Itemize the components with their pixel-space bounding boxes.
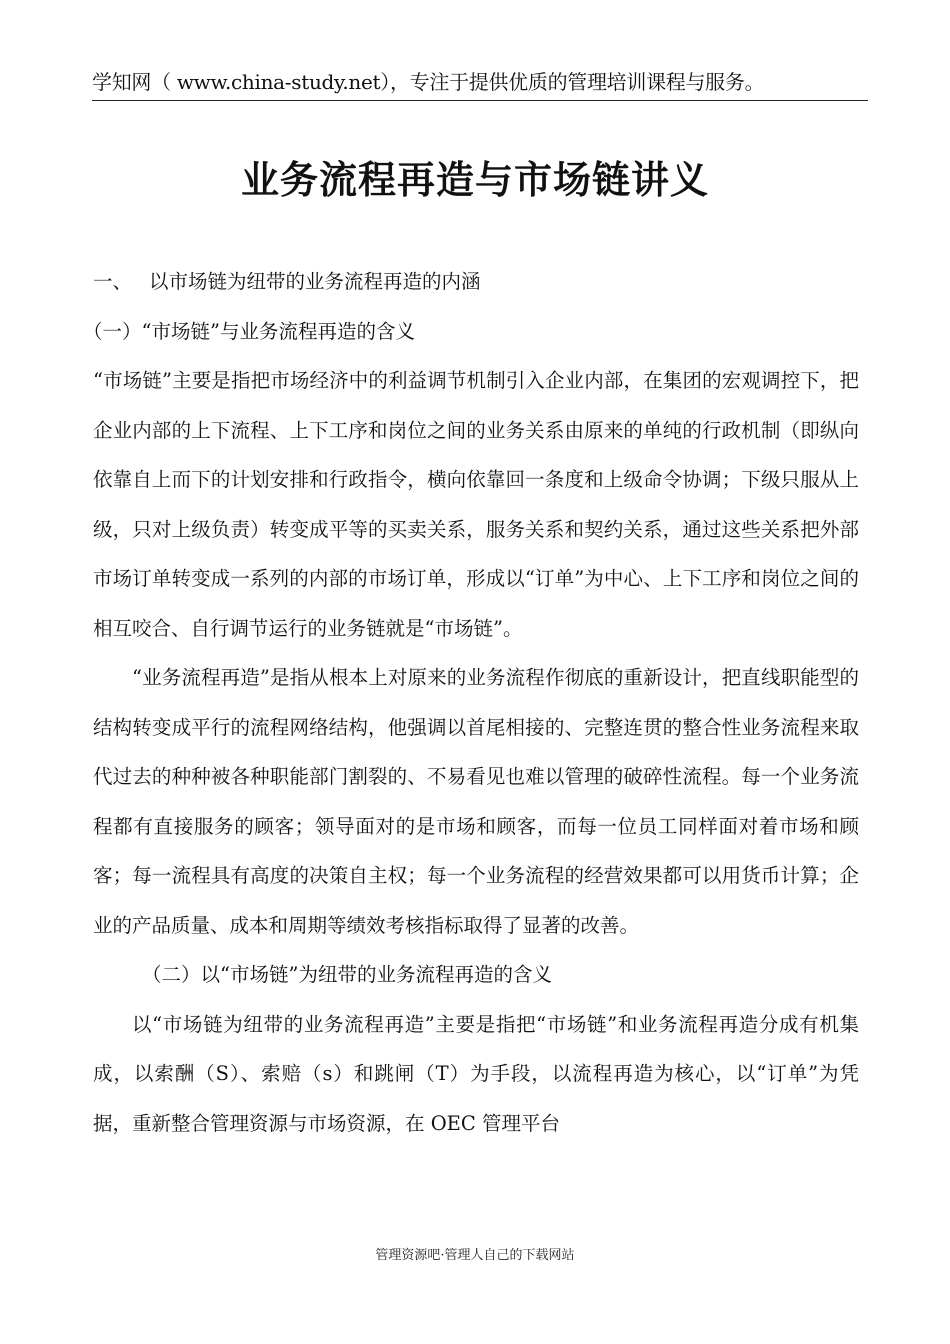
subsection-heading-1: （一）“市场链”与业务流程再造的含义 — [83, 319, 415, 343]
section-heading-1 — [93, 257, 859, 307]
page-header — [92, 64, 868, 101]
page-footer: 管理资源吧·管理人自己的下载网站 — [375, 1248, 575, 1263]
section-number: 一、 — [93, 270, 133, 293]
paragraph-process-reengineering: “业务流程再造”是指从根本上对原来的业务流程作彻底的重新设计，把直线职能型的结构转变成平行的流程网络结构，他强调以首尾相接的、完整连贯的整合性业务流程来取代过去的种种被各种职能部门割裂的、不易看见也难以管理的破碎性流程。每一个业务流程都有直接服务的顾客；领导面对的是市场和顾客，而每一位员工同样面对着市场和顾客；每一流程具有高度的决策自主权；每一个业务流程的经营效果都可以用货币计算；企业的产品质量、成本和周期等绩效考核指标取得了显著的改善。 — [93, 666, 859, 937]
document-body — [83, 257, 859, 1148]
paragraph-market-chain-reengineering: 以“市场链为纽带的业务流程再造”主要是指把“市场链”和业务流程再造分成有机集成，以索酬（S）、索赔（s）和跳闸（T）为手段，以流程再造为核心，以“订单”为凭据，重新整合管理资源与市场资源，在 OEC 管理平台 — [93, 1012, 859, 1135]
paragraph-market-chain: “市场链”主要是指把市场经济中的利益调节机制引入企业内部，在集团的宏观调控下，把企业内部的上下流程、上下工序和岗位之间的业务关系由原来的单纯的行政机制（即纵向依靠自上而下的计划安排和行政指令，横向依靠回一条度和上级命令协调；下级只服从上级，只对上级负责）转变成平等的买卖关系，服务关系和契约关系，通过这些关系把外部市场订单转变成一系列的内部的市场订单，形成以“订单”为中心、上下工序和岗位之间的相互咬合、自行调节运行的业务链就是“市场链”。 — [93, 369, 859, 640]
header-text: 学知网（ www.china-study.net），专注于提供优质的管理培训课程与服务。 — [92, 70, 765, 94]
document-title: 业务流程再造与市场链讲义 — [240, 158, 709, 202]
subsection-heading-2: （二）以“市场链”为纽带的业务流程再造的含义 — [142, 963, 552, 986]
section-title: 以市场链为纽带的业务流程再造的内涵 — [149, 270, 481, 293]
